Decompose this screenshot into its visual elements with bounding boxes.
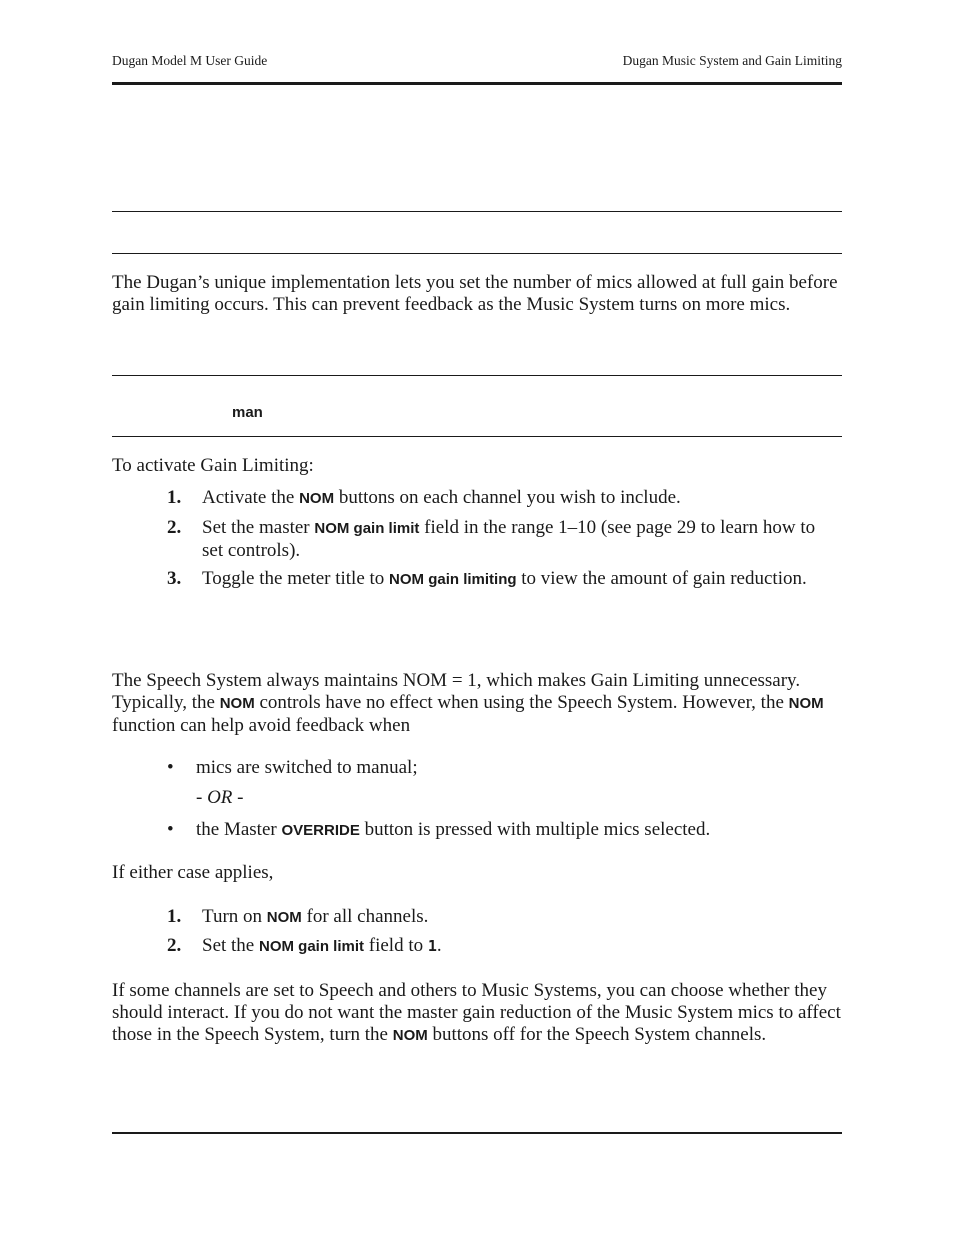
mode-label: man — [232, 404, 263, 421]
control-name: NOM — [788, 695, 824, 712]
activate-lead: To activate Gain Limiting: — [112, 455, 314, 476]
table-rule-bottom — [112, 436, 842, 437]
control-name: NOM — [299, 490, 335, 507]
control-name: NOM — [266, 909, 302, 926]
bullet-item-override: • the Master OVERRIDE button is pressed with multiple mics selected. — [167, 819, 711, 840]
running-header-right: Dugan Music System and Gain Limiting — [622, 53, 842, 68]
nom-step-1 — [167, 906, 839, 929]
step-number: 2. — [167, 935, 182, 956]
activate-step-2 — [167, 517, 839, 562]
header-rule — [112, 82, 842, 85]
step-number: 1. — [167, 487, 182, 508]
intro-paragraph: The Dugan’s unique implementation lets you set the number of mics allowed at full gain before gain limiting occurs. This can prevent feedback as the Music System turns on more mics. — [112, 272, 838, 315]
final-paragraph: If some channels are set to Speech and others to Music Systems, you can choose whether they should interact. If you do not want the master gain reduction of the Music System mics to affect those in the Speech System, turn the NOM buttons off for the Speech System channels. — [112, 980, 841, 1045]
footer-rule — [112, 1132, 842, 1134]
field-value: 1 — [427, 937, 437, 955]
either-case-text: If either case applies, — [112, 862, 274, 883]
step-text: Set the NOM gain limit field to 1. — [202, 935, 442, 956]
table-rule-top — [112, 375, 842, 376]
control-name: NOM gain limit — [314, 520, 420, 537]
activate-step-3 — [167, 568, 839, 591]
bullet-marker: • — [167, 819, 174, 840]
activate-step-1 — [167, 487, 839, 510]
step-text: Turn on NOM for all channels. — [202, 906, 429, 927]
bullet-marker: • — [167, 757, 174, 778]
control-name: NOM gain limit — [259, 938, 364, 955]
step-text: Set the master NOM gain limit field in the range 1–10 (see page 29 to learn how to set controls). — [202, 517, 816, 561]
bullet-item-manual: • mics are switched to manual; — [167, 757, 418, 778]
control-name: NOM gain limiting — [389, 571, 517, 588]
step-number: 1. — [167, 906, 182, 927]
section-rule-bottom — [112, 253, 842, 254]
control-name: NOM — [219, 695, 255, 712]
running-header-left: Dugan Model M User Guide — [112, 53, 268, 68]
or-separator: - OR - — [196, 787, 244, 808]
step-number: 3. — [167, 568, 182, 589]
section-rule-top — [112, 211, 842, 212]
nom-step-2 — [167, 935, 839, 958]
step-text: Toggle the meter title to NOM gain limiting to view the amount of gain reduction. — [202, 568, 807, 589]
control-name: NOM — [392, 1027, 428, 1044]
step-number: 2. — [167, 517, 182, 538]
speech-paragraph: The Speech System always maintains NOM = 1, which makes Gain Limiting unnecessary. Typically, the NOM controls have no effect when using the Speech System. However, the NOM function can help avoid feedback when — [112, 670, 824, 736]
control-name: OVERRIDE — [281, 822, 360, 839]
step-text: Activate the NOM buttons on each channel you wish to include. — [202, 487, 681, 508]
